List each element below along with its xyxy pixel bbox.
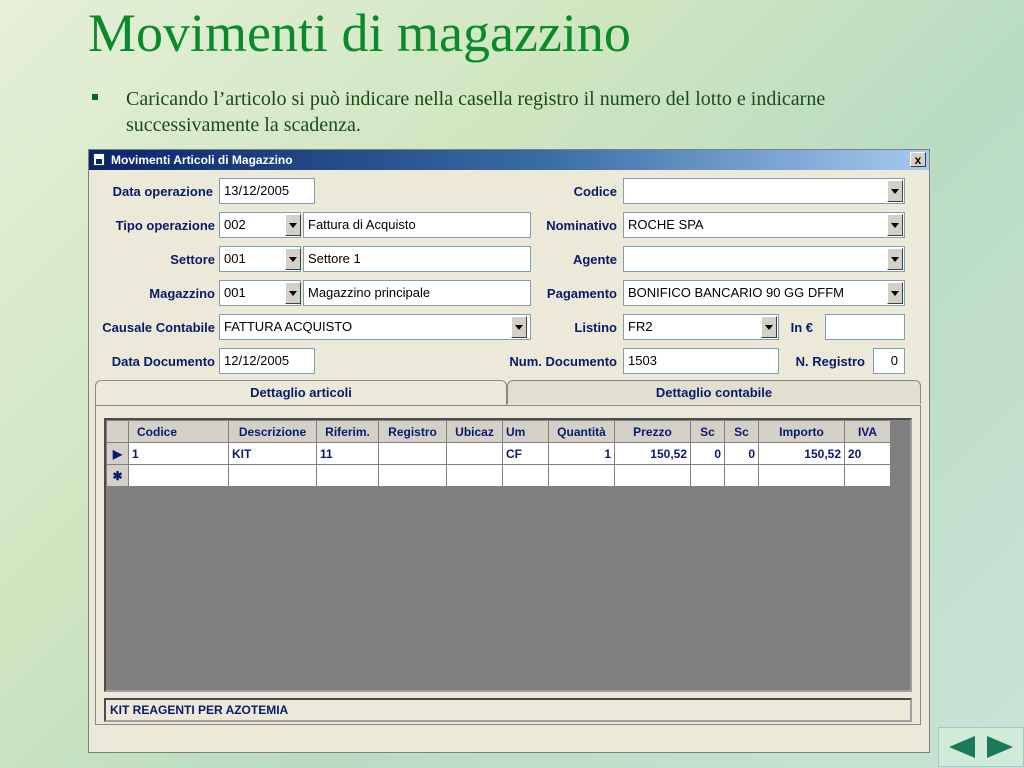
col-sc-2[interactable]: Sc — [725, 421, 759, 443]
row-selector-header — [107, 421, 129, 443]
new-row[interactable] — [107, 465, 891, 487]
slide-title: Movimenti di magazzino — [88, 3, 631, 63]
cell-prezzo[interactable]: 150,52 — [615, 443, 691, 465]
label-settore: Settore — [170, 252, 215, 267]
cell-registro[interactable] — [379, 443, 447, 465]
tipo-operazione-dropdown[interactable] — [285, 214, 301, 236]
close-button[interactable]: x — [910, 152, 926, 167]
tab-dettaglio-contabile[interactable]: Dettaglio contabile — [507, 380, 921, 404]
cell-importo[interactable]: 150,52 — [759, 443, 845, 465]
label-listino: Listino — [574, 320, 617, 335]
codice-field[interactable] — [623, 178, 905, 204]
app-window — [88, 149, 930, 753]
listino-field[interactable]: FR2 — [623, 314, 779, 340]
agente-field[interactable] — [623, 246, 905, 272]
label-n-registro: N. Registro — [795, 354, 865, 369]
new-row-marker[interactable]: ✱ — [107, 465, 129, 487]
cell-quantita[interactable]: 1 — [549, 443, 615, 465]
nominativo-field[interactable]: ROCHE SPA — [623, 212, 905, 238]
magazzino-code[interactable]: 001 — [219, 280, 301, 306]
new-cell[interactable] — [447, 465, 503, 487]
new-cell[interactable] — [379, 465, 447, 487]
listino-dropdown[interactable] — [761, 316, 777, 338]
codice-dropdown[interactable] — [887, 180, 903, 202]
bullet-text: Caricando l’articolo si può indicare nella casella registro il numero del lotto e indicarne successivamente la scadenza. — [126, 88, 826, 136]
label-pagamento: Pagamento — [546, 286, 617, 301]
table-header-row — [107, 421, 891, 443]
settore-code[interactable]: 001 — [219, 246, 301, 272]
col-prezzo[interactable]: Prezzo — [615, 421, 691, 443]
col-importo[interactable]: Importo — [759, 421, 845, 443]
articles-grid[interactable] — [104, 418, 912, 692]
cell-sc-2[interactable]: 0 — [725, 443, 759, 465]
label-magazzino: Magazzino — [149, 286, 215, 301]
cell-descrizione[interactable]: KIT — [229, 443, 317, 465]
in-euro-field[interactable] — [825, 314, 905, 340]
col-riferim[interactable]: Riferim. — [317, 421, 379, 443]
col-ubicaz[interactable]: Ubicaz — [447, 421, 503, 443]
data-documento-field[interactable]: 12/12/2005 — [219, 348, 315, 374]
slide-navigation — [938, 727, 1024, 767]
col-codice[interactable]: Codice — [129, 421, 229, 443]
magazzino-dropdown[interactable] — [285, 282, 301, 304]
settore-dropdown[interactable] — [285, 248, 301, 270]
bullet-marker — [92, 94, 98, 100]
pagamento-field[interactable]: BONIFICO BANCARIO 90 GG DFFM — [623, 280, 905, 306]
new-cell[interactable] — [503, 465, 549, 487]
prev-slide-icon[interactable] — [949, 736, 975, 758]
data-operazione-field[interactable]: 13/12/2005 — [219, 178, 315, 204]
col-quantita[interactable]: Quantità — [549, 421, 615, 443]
new-cell[interactable] — [845, 465, 891, 487]
window-title: Movimenti Articoli di Magazzino — [111, 153, 293, 167]
label-data-documento: Data Documento — [111, 354, 215, 369]
new-cell[interactable] — [549, 465, 615, 487]
new-cell[interactable] — [129, 465, 229, 487]
label-nominativo: Nominativo — [546, 218, 617, 233]
tipo-operazione-desc[interactable]: Fattura di Acquisto — [303, 212, 531, 238]
label-num-documento: Num. Documento — [509, 354, 617, 369]
cell-ubicaz[interactable] — [447, 443, 503, 465]
col-sc-1[interactable]: Sc — [691, 421, 725, 443]
cell-iva[interactable]: 20 — [845, 443, 891, 465]
label-agente: Agente — [572, 252, 617, 267]
magazzino-desc[interactable]: Magazzino principale — [303, 280, 531, 306]
cell-um[interactable]: CF — [503, 443, 549, 465]
next-slide-icon[interactable] — [987, 736, 1013, 758]
tab-dettaglio-articoli[interactable]: Dettaglio articoli — [95, 380, 507, 406]
label-causale-contabile: Causale Contabile — [102, 320, 215, 335]
window-titlebar — [89, 150, 929, 170]
new-cell[interactable] — [229, 465, 317, 487]
agente-dropdown[interactable] — [887, 248, 903, 270]
articles-table — [106, 420, 891, 487]
new-cell[interactable] — [615, 465, 691, 487]
pagamento-dropdown[interactable] — [887, 282, 903, 304]
col-um[interactable]: Um — [503, 421, 549, 443]
label-tipo-operazione: Tipo operazione — [115, 218, 215, 233]
label-codice: Codice — [573, 184, 617, 199]
causale-contabile-field[interactable]: FATTURA ACQUISTO — [219, 314, 531, 340]
new-cell[interactable] — [725, 465, 759, 487]
app-icon — [93, 153, 105, 166]
settore-desc[interactable]: Settore 1 — [303, 246, 531, 272]
new-cell[interactable] — [317, 465, 379, 487]
col-iva[interactable]: IVA — [845, 421, 891, 443]
nominativo-dropdown[interactable] — [887, 214, 903, 236]
current-row-marker[interactable]: ▶ — [107, 443, 129, 465]
tab-panel-articoli — [95, 405, 921, 725]
col-registro[interactable]: Registro — [379, 421, 447, 443]
cell-sc-1[interactable]: 0 — [691, 443, 725, 465]
article-description-bar: KIT REAGENTI PER AZOTEMIA — [104, 698, 912, 722]
col-descrizione[interactable]: Descrizione — [229, 421, 317, 443]
label-in-euro: In € — [790, 320, 813, 335]
table-row[interactable] — [107, 443, 891, 465]
num-documento-field[interactable]: 1503 — [623, 348, 779, 374]
cell-riferim[interactable]: 11 — [317, 443, 379, 465]
cell-codice[interactable]: 1 — [129, 443, 229, 465]
new-cell[interactable] — [691, 465, 725, 487]
new-cell[interactable] — [759, 465, 845, 487]
label-data-operazione: Data operazione — [112, 184, 213, 199]
n-registro-field[interactable]: 0 — [873, 348, 905, 374]
tipo-operazione-code[interactable]: 002 — [219, 212, 301, 238]
